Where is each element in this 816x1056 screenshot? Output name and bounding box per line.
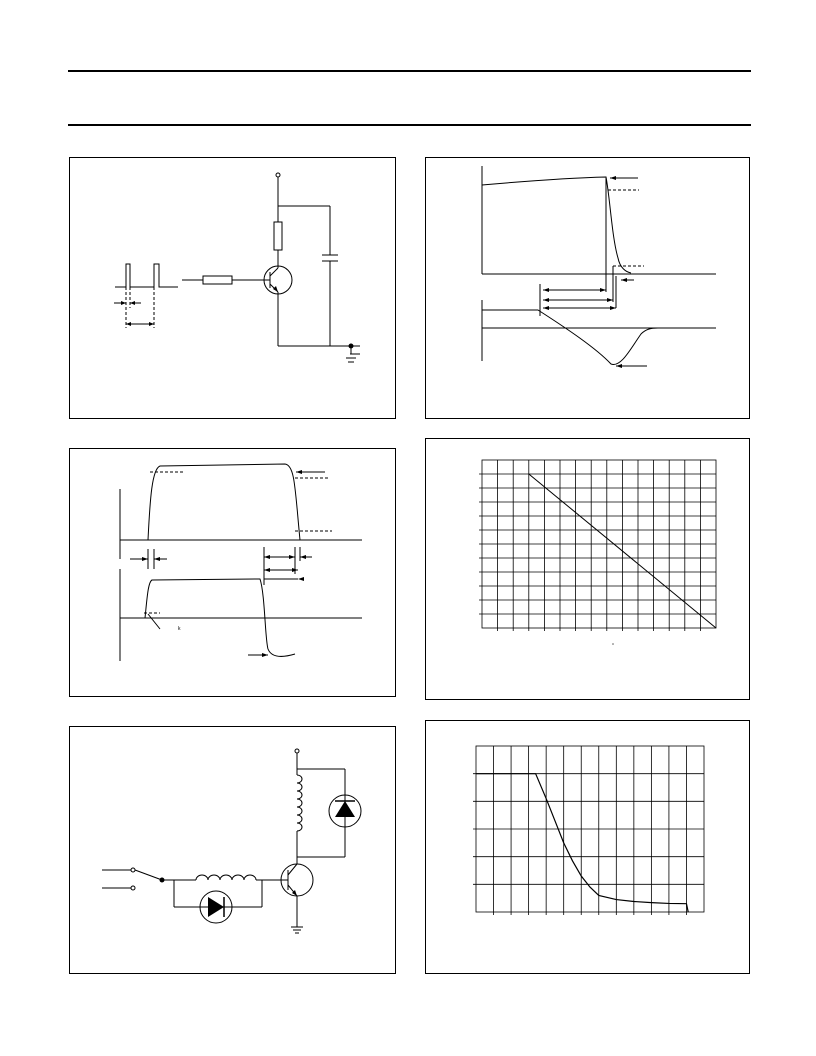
header-rule-bottom: [68, 124, 751, 126]
collector-pulse: [148, 464, 300, 540]
switching-circuit-diagram: [70, 158, 397, 420]
switching-waveform-panel: [425, 157, 750, 419]
k-label: k: [178, 626, 181, 632]
second-breakdown-chart: [426, 721, 751, 975]
input-pulse-train: [115, 264, 178, 287]
switch-terminal-b-icon: [131, 886, 135, 890]
base-resistor: [203, 276, 232, 284]
breakdown-series-curve-line: [476, 774, 688, 912]
second-breakdown-chart-panel: [425, 720, 750, 974]
switch-terminal-a-icon: [131, 868, 135, 872]
switching-circuit-panel: [69, 157, 396, 419]
test-circuit-panel: [69, 726, 396, 974]
derating-chart-panel: [425, 438, 750, 700]
derating-x-label: °: [612, 643, 614, 649]
switching-waveform-diagram-2: [70, 449, 397, 698]
test-circuit-diagram: [70, 727, 397, 975]
base-waveform: [482, 310, 658, 365]
collector-waveform: [482, 177, 631, 273]
base-inductor: [196, 875, 256, 880]
vcc-terminal-icon: [276, 173, 280, 177]
switching-waveform-panel-2: [69, 448, 396, 697]
derating-chart: [426, 439, 751, 701]
supply-terminal-icon: [295, 749, 299, 753]
switching-waveform-diagram: [426, 158, 751, 420]
load-inductor: [297, 775, 302, 831]
header-rule-top: [68, 70, 751, 72]
collector-resistor: [274, 222, 282, 250]
